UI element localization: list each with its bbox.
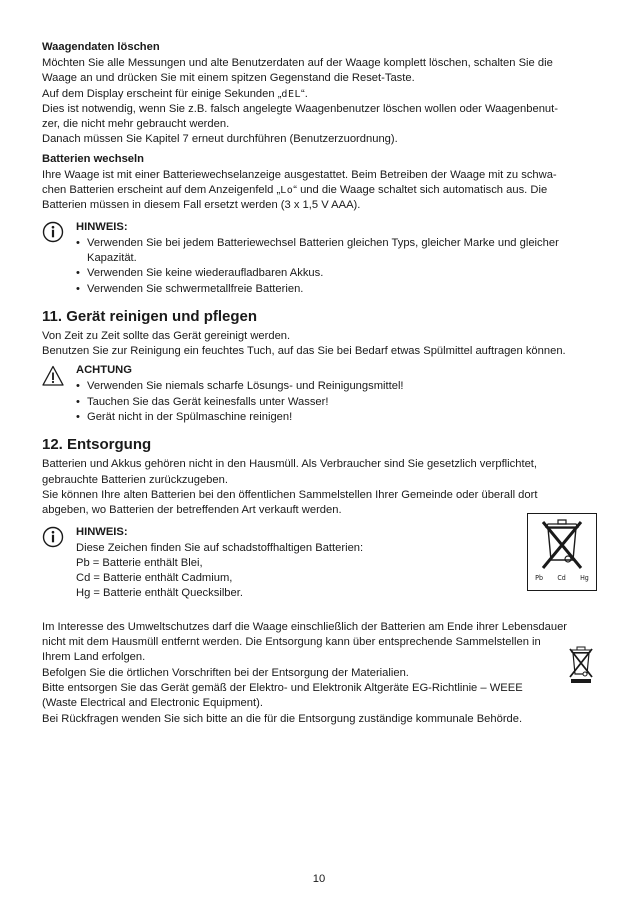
note-title: HINWEIS:: [76, 525, 128, 538]
display-code-lo: Lo: [280, 185, 294, 197]
paragraph-line: chen Batterien erscheint auf dem Anzeigenfeld „Lo“ und die Waage schaltet sich automatisch aus. Die: [42, 184, 548, 197]
paragraph-line: Im Interesse des Umweltschutzes darf die Waage einschließlich der Batterien am Ende ihrer Lebensdauer: [42, 620, 568, 633]
paragraph-line: Ihre Waage ist mit einer Batteriewechselanzeige ausgestattet. Beim Betreiben der Waage mit zu schwa-: [42, 168, 557, 181]
symbol-label-cd: Cd: [557, 574, 566, 582]
paragraph-line: Von Zeit zu Zeit sollte das Gerät gereinigt werden.: [42, 329, 291, 342]
paragraph-line: Auf dem Display erscheint für einige Sekunden „dEL“.: [42, 87, 308, 100]
symbol-label-pb: Pb: [535, 574, 543, 582]
paragraph-line: Bitte entsorgen Sie das Gerät gemäß der Elektro- und Elektronik Altgeräte EG-Richtlinie – WEEE: [42, 681, 523, 694]
symbol-label-hg: Hg: [580, 574, 589, 582]
list-item: • Verwenden Sie niemals scharfe Lösungs- und Reinigungsmittel!: [76, 380, 404, 393]
paragraph-line: Sie können Ihre alten Batterien bei den öffentlichen Sammelstellen Ihrer Gemeinde oder überall dort: [42, 488, 538, 501]
list-item: • Verwenden Sie bei jedem Batteriewechsel Batterien gleichen Typs, gleicher Marke und gleicher Kapazität.: [76, 236, 559, 264]
paragraph-line: Dies ist notwendig, wenn Sie z.B. falsch angelegte Waagenbenutzer löschen wollen oder Waagenbenut-: [42, 102, 558, 115]
paragraph-line: Danach müssen Sie Kapitel 7 erneut durchführen (Benutzerzuordnung).: [42, 133, 398, 146]
page-content: [42, 40, 594, 727]
list-item: • Tauchen Sie das Gerät keinesfalls unter Wasser!: [76, 395, 329, 408]
paragraph-line: abgeben, wo Batterien der betreffenden Art verkauft werden.: [42, 504, 342, 517]
paragraph-line: Pb = Batterie enthält Blei,: [76, 556, 203, 569]
paragraph-line: Benutzen Sie zur Reinigung ein feuchtes Tuch, auf das Sie bei Bedarf etwas Spülmittel auftragen können.: [42, 345, 566, 358]
warning-icon: [42, 365, 64, 387]
paragraph-line: zer, die nicht mehr gebraucht werden.: [42, 118, 230, 131]
paragraph-line: gebrauchte Batterien zurückzugeben.: [42, 473, 228, 486]
note-title: HINWEIS:: [76, 220, 128, 233]
disposal-note: [42, 525, 594, 602]
crossed-bin-icon: [528, 514, 596, 576]
paragraph-line: Bei Rückfragen wenden Sie sich bitte an die für die Entsorgung zuständige kommunale Behörde.: [42, 712, 523, 725]
list-item: • Verwenden Sie keine wiederaufladbaren Akkus.: [76, 267, 324, 280]
paragraph-line: Waage an und drücken Sie mit einem spitzen Gegenstand die Reset-Taste.: [42, 72, 415, 85]
warning-title: ACHTUNG: [76, 364, 132, 377]
paragraph-line: nicht mit dem Hausmüll entfernt werden. Die Entsorgung kann über entsprechende Sammelstellen in: [42, 636, 541, 649]
weee-symbol: [568, 645, 594, 685]
chapter-heading-disposal: 12. Entsorgung: [42, 436, 152, 454]
info-icon: [42, 526, 64, 548]
info-icon: [42, 221, 64, 243]
list-item: • Gerät nicht in der Spülmaschine reinigen!: [76, 411, 293, 424]
page-number: 10: [312, 873, 326, 885]
paragraph-line: Cd = Batterie enthält Cadmium,: [76, 572, 233, 585]
paragraph-line: Batterien und Akkus gehören nicht in den Hausmüll. Als Verbraucher sind Sie gesetzlich verpflichtet,: [42, 458, 538, 471]
chapter-heading-cleaning: 11. Gerät reinigen und pflegen: [42, 307, 258, 325]
list-item: • Verwenden Sie schwermetallfreie Batterien.: [76, 282, 304, 295]
section-title-batteries: Batterien wechseln: [42, 152, 144, 165]
display-code-del: dEL: [281, 88, 301, 100]
paragraph-line: (Waste Electrical and Electronic Equipment).: [42, 697, 263, 710]
paragraph-line: Hg = Batterie enthält Quecksilber.: [76, 587, 243, 600]
paragraph-line: Ihrem Land erfolgen.: [42, 651, 146, 664]
battery-note: [42, 220, 594, 297]
battery-disposal-symbol: [527, 513, 597, 591]
section-title-delete-data: Waagendaten löschen: [42, 41, 160, 53]
paragraph-line: Befolgen Sie die örtlichen Vorschriften bei der Entsorgung der Materialien.: [42, 666, 409, 679]
paragraph-line: Batterien müssen in diesem Fall ersetzt werden (3 x 1,5 V AAA).: [42, 199, 361, 212]
paragraph-line: Diese Zeichen finden Sie auf schadstoffhaltigen Batterien:: [76, 541, 364, 554]
paragraph-line: Möchten Sie alle Messungen und alte Benutzerdaten auf der Waage komplett löschen, schalten Sie die: [42, 57, 553, 69]
crossed-wheelie-bin-icon: [568, 645, 594, 685]
cleaning-warning: [42, 363, 594, 425]
